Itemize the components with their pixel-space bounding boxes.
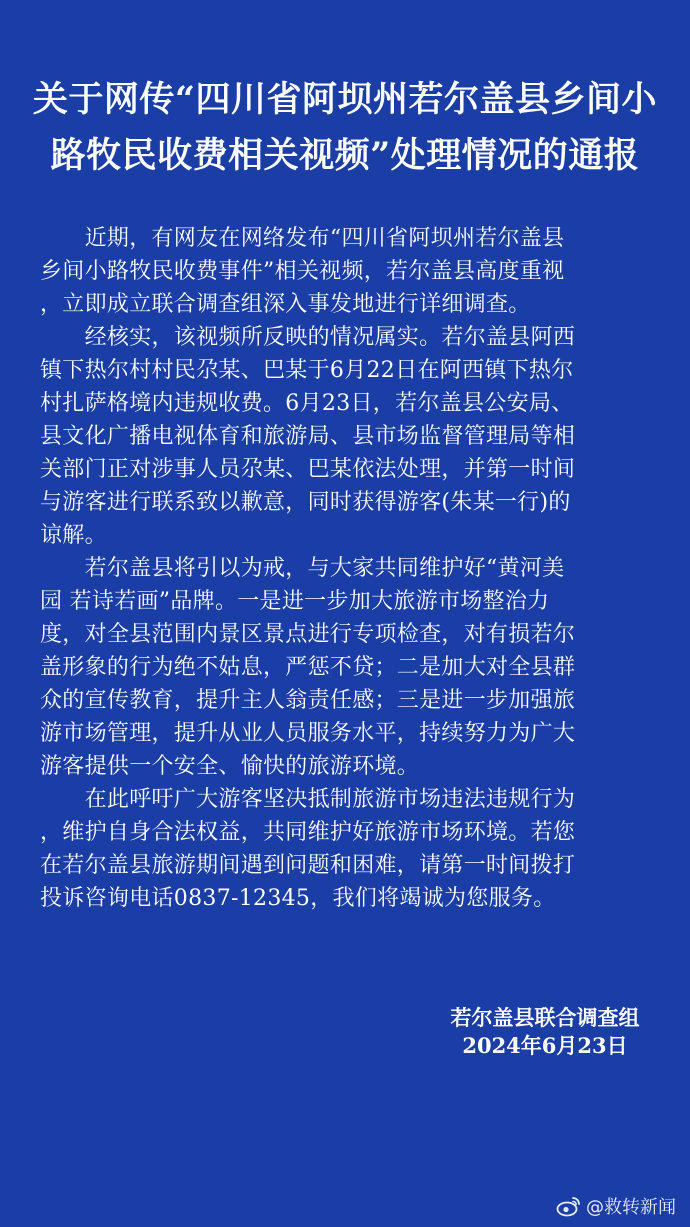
body-line: 投诉咨询电话0837-12345，我们将竭诚为您服务。 [40,886,556,911]
body-line: 谅解。 [40,523,107,548]
body-line: 关部门正对涉事人员尕某、巴某依法处理，并第一时间 [40,457,576,482]
body-line: 村扎萨格境内违规收费。6月23日，若尔盖县公安局、 [40,391,574,416]
signature-date: 2024年6月23日 [462,1033,628,1058]
body-line: 园 若诗若画”品牌。一是进一步加大旅游市场整治力 [40,589,550,614]
notice-title [20,72,670,184]
body-line: 乡间小路牧民收费事件”相关视频，若尔盖县高度重视 [40,259,565,284]
weibo-icon [556,1195,582,1217]
paragraph-appeal [40,783,660,915]
body-line: 游客提供一个安全、愉快的旅游环境。 [40,754,420,779]
body-line: 在若尔盖县旅游期间遇到问题和困难，请第一时间拨打 [40,853,576,878]
body-line: 经核实，该视频所反映的情况属实。若尔盖县阿西 [40,325,576,350]
body-line: 县文化广播电视体育和旅游局、县市场监督管理局等相 [40,424,576,449]
signature-block [420,1004,670,1060]
body-line: 盖形象的行为绝不姑息，严惩不贷；二是加大对全县群 [40,655,576,680]
body-line: 游市场管理，提升从业人员服务水平，持续努力为广大 [40,721,576,746]
body-line: 近期，有网友在网络发布“四川省阿坝州若尔盖县 [40,226,565,251]
paragraph-measures [40,552,660,783]
body-line: 度，对全县范围内景区景点进行专项检查，对有损若尔 [40,622,576,647]
body-line: 若尔盖县将引以为戒，与大家共同维护好“黄河美 [40,556,565,581]
notice-title-line-2: 路牧民收费相关视频”处理情况的通报 [50,135,640,176]
signature-org: 若尔盖县联合调查组 [450,1005,640,1030]
watermark-text: @救转新闻 [586,1197,676,1218]
notice-title-line-1: 关于网传“四川省阿坝州若尔盖县乡间小 [32,79,658,120]
body-line: 众的宣传教育，提升主人翁责任感；三是进一步加强旅 [40,688,576,713]
body-line: ，维护自身合法权益，共同维护好旅游市场环境。若您 [40,820,576,845]
notice-body [40,222,660,915]
body-line: ，立即成立联合调查组深入事发地进行详细调查。 [40,292,531,317]
paragraph-findings [40,321,660,552]
body-line: 与游客进行联系致以歉意，同时获得游客(朱某一行)的 [40,490,571,515]
body-line: 在此呼吁广大游客坚决抵制旅游市场违法违规行为 [40,787,576,812]
watermark [556,1193,676,1219]
paragraph-investigation [40,222,660,321]
body-line: 镇下热尔村村民尕某、巴某于6月22日在阿西镇下热尔 [40,358,574,383]
